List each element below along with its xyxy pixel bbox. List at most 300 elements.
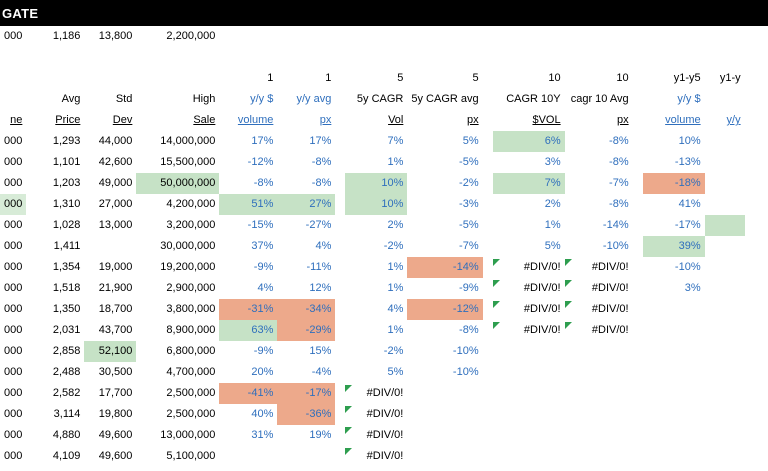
column-gap: [483, 446, 493, 467]
cell-y1y5-volume[interactable]: [643, 446, 705, 467]
cell-cagr10-px[interactable]: [565, 446, 633, 467]
header-yy-volume[interactable]: y/y $: [250, 93, 274, 105]
cell-row-label[interactable]: 000: [4, 450, 23, 462]
cell-y1y5-volume[interactable]: -13%: [674, 156, 701, 168]
cell-yy-volume[interactable]: 20%: [251, 366, 274, 378]
cell-cagr10-vol[interactable]: 7%: [493, 173, 565, 194]
cell-row-label[interactable]: 000: [4, 177, 23, 189]
cell-yy-avg-px[interactable]: -4%: [311, 366, 332, 378]
header-avg-price[interactable]: Price: [55, 114, 81, 126]
cell-y1y5-volume[interactable]: [643, 425, 705, 446]
column-gap: [483, 26, 493, 47]
header-yy-avg-px[interactable]: y/y avg: [296, 93, 332, 105]
table-row: [0, 362, 745, 383]
column-gap: [483, 110, 493, 131]
cell-high-sale[interactable]: 2,500,000: [166, 387, 216, 399]
column-gap: [483, 320, 493, 341]
empty-cell: [0, 68, 26, 89]
table-row: [0, 341, 745, 362]
cell-cagr10-vol[interactable]: [493, 425, 565, 446]
cell-avg-price[interactable]: 2,858: [52, 345, 81, 357]
cell-high-sale[interactable]: 2,200,000: [166, 30, 216, 42]
cell-avg-price[interactable]: 1,518: [52, 282, 81, 294]
column-gap: [483, 194, 493, 215]
period-10y-px: 10: [616, 72, 629, 84]
cell-row-label[interactable]: 000: [4, 324, 23, 336]
column-gap: [483, 68, 493, 89]
header-row-label[interactable]: ne: [10, 114, 23, 126]
cell-yy-avg-px[interactable]: -29%: [277, 320, 335, 341]
table-row: [0, 446, 745, 467]
cell-yy-avg-px[interactable]: 27%: [277, 194, 335, 215]
cell-std-dev[interactable]: 49,600: [98, 429, 133, 441]
cell-avg-price[interactable]: 1,186: [52, 30, 81, 42]
header-y1y5-volume[interactable]: y/y $: [677, 93, 701, 105]
cell-std-dev[interactable]: 30,500: [98, 366, 133, 378]
cell-y1y-extra[interactable]: [705, 299, 745, 320]
cell-5y-cagr-px[interactable]: -9%: [459, 282, 479, 294]
cell-yy-volume[interactable]: [219, 26, 277, 47]
cell-cagr10-vol[interactable]: [493, 404, 565, 425]
header-row: [0, 110, 745, 131]
cell-yy-avg-px[interactable]: [277, 26, 335, 47]
cell-y1y5-volume[interactable]: [643, 299, 705, 320]
column-gap: [633, 215, 643, 236]
column-gap: [335, 68, 345, 89]
column-gap: [633, 236, 643, 257]
cell-avg-price[interactable]: 2,031: [52, 324, 81, 336]
cell-cagr10-vol[interactable]: #DIV/0!: [493, 299, 565, 320]
header-cagr10-vol[interactable]: CAGR 10Y: [506, 93, 561, 105]
cell-cagr10-px[interactable]: [565, 425, 633, 446]
cell-5y-cagr-vol[interactable]: #DIV/0!: [345, 446, 407, 467]
cell-yy-volume[interactable]: -31%: [219, 299, 277, 320]
cell-5y-cagr-px[interactable]: [407, 425, 482, 446]
cell-5y-cagr-vol[interactable]: 1%: [387, 261, 404, 273]
table-row: [0, 278, 745, 299]
cell-yy-avg-px[interactable]: -36%: [277, 404, 335, 425]
cell-high-sale[interactable]: 4,700,000: [166, 366, 216, 378]
cell-y1y5-volume[interactable]: [643, 341, 705, 362]
cell-high-sale[interactable]: 2,900,000: [166, 282, 216, 294]
cell-5y-cagr-px[interactable]: -12%: [407, 299, 482, 320]
header-avg-price[interactable]: Avg: [61, 93, 81, 105]
period-5y-px: 5: [472, 72, 479, 84]
period-yy-volume: 1: [267, 72, 274, 84]
column-gap: [335, 152, 345, 173]
header-high-sale[interactable]: High: [192, 93, 216, 105]
cell-5y-cagr-px[interactable]: -5%: [459, 156, 479, 168]
empty-cell: [565, 47, 633, 68]
cell-high-sale[interactable]: 30,000,000: [160, 240, 216, 252]
cell-avg-price[interactable]: 1,028: [52, 219, 81, 231]
cell-5y-cagr-vol[interactable]: -2%: [383, 240, 404, 252]
cell-high-sale[interactable]: 14,000,000: [160, 135, 216, 147]
cell-std-dev[interactable]: 13,000: [98, 219, 133, 231]
cell-cagr10-px[interactable]: -10%: [602, 240, 629, 252]
cell-avg-price[interactable]: 1,310: [52, 198, 81, 210]
cell-high-sale[interactable]: 13,000,000: [160, 429, 216, 441]
header-cagr10-vol[interactable]: $VOL: [532, 114, 561, 126]
cell-y1y-extra[interactable]: [705, 26, 745, 47]
cell-y1y-extra[interactable]: [705, 194, 745, 215]
cell-y1y-extra[interactable]: [705, 383, 745, 404]
column-gap: [335, 236, 345, 257]
column-gap: [483, 278, 493, 299]
header-y1y5-volume[interactable]: volume: [665, 114, 701, 126]
empty-cell: [219, 47, 277, 68]
cell-yy-avg-px[interactable]: [277, 446, 335, 467]
cell-cagr10-px[interactable]: [565, 341, 633, 362]
table-row: [0, 425, 745, 446]
cell-y1y-extra[interactable]: [705, 236, 745, 257]
cell-5y-cagr-px[interactable]: -8%: [459, 324, 479, 336]
header-5y-cagr-vol[interactable]: 5y CAGR: [356, 93, 404, 105]
column-gap: [483, 257, 493, 278]
cell-row-label[interactable]: 000: [4, 219, 23, 231]
cell-5y-cagr-vol[interactable]: #DIV/0!: [345, 383, 407, 404]
cell-5y-cagr-vol[interactable]: 1%: [387, 324, 404, 336]
header-5y-cagr-px[interactable]: 5y CAGR avg: [411, 93, 479, 105]
cell-cagr10-px[interactable]: [565, 383, 633, 404]
cell-yy-volume[interactable]: 63%: [219, 320, 277, 341]
cell-avg-price[interactable]: 4,109: [52, 450, 81, 462]
cell-cagr10-px[interactable]: -8%: [609, 198, 629, 210]
cell-cagr10-px[interactable]: -7%: [609, 177, 629, 189]
cell-cagr10-vol[interactable]: #DIV/0!: [493, 257, 565, 278]
cell-5y-cagr-px[interactable]: -3%: [459, 198, 479, 210]
page-title: GATE: [2, 5, 39, 21]
cell-y1y5-volume[interactable]: -10%: [674, 261, 701, 273]
cell-std-dev[interactable]: 44,000: [98, 135, 133, 147]
column-gap: [335, 89, 345, 110]
header-row-label[interactable]: [0, 89, 26, 110]
column-gap: [483, 362, 493, 383]
cell-row-label[interactable]: 000: [4, 345, 23, 357]
cell-cagr10-px[interactable]: -14%: [602, 219, 629, 231]
column-gap: [483, 173, 493, 194]
cell-y1y5-volume[interactable]: [643, 404, 705, 425]
cell-5y-cagr-px[interactable]: [407, 446, 482, 467]
cell-yy-avg-px[interactable]: 4%: [315, 240, 332, 252]
cell-yy-avg-px[interactable]: -27%: [305, 219, 332, 231]
cell-y1y5-volume[interactable]: 3%: [684, 282, 701, 294]
period-yy-avg-px: 1: [325, 72, 332, 84]
cell-cagr10-px[interactable]: #DIV/0!: [565, 320, 633, 341]
cell-cagr10-vol[interactable]: 3%: [544, 156, 561, 168]
empty-cell: [26, 68, 84, 89]
cell-cagr10-vol[interactable]: [493, 383, 565, 404]
header-y1y-extra[interactable]: y/y: [726, 114, 741, 126]
table-row: [0, 299, 745, 320]
column-gap: [633, 341, 643, 362]
empty-cell: [407, 47, 482, 68]
column-gap: [335, 299, 345, 320]
cell-y1y5-volume[interactable]: 10%: [678, 135, 701, 147]
column-gap: [335, 341, 345, 362]
table-row: [0, 152, 745, 173]
cell-std-dev[interactable]: 19,800: [98, 408, 133, 420]
cell-cagr10-vol[interactable]: [493, 362, 565, 383]
cell-y1y-extra[interactable]: [705, 215, 745, 236]
cell-y1y5-volume[interactable]: [643, 362, 705, 383]
header-cagr10-px[interactable]: px: [616, 114, 629, 126]
cell-5y-cagr-px[interactable]: 5%: [462, 135, 479, 147]
cell-cagr10-vol[interactable]: 2%: [544, 198, 561, 210]
cell-std-dev[interactable]: 19,000: [98, 261, 133, 273]
cell-yy-volume[interactable]: 51%: [219, 194, 277, 215]
column-gap: [483, 236, 493, 257]
cell-avg-price[interactable]: 1,350: [52, 303, 81, 315]
column-gap: [335, 383, 345, 404]
cell-avg-price[interactable]: 3,114: [53, 408, 81, 420]
column-gap: [633, 194, 643, 215]
cell-y1y-extra[interactable]: [705, 362, 745, 383]
cell-yy-volume[interactable]: [219, 446, 277, 467]
column-gap: [483, 383, 493, 404]
cell-5y-cagr-vol[interactable]: 5%: [387, 366, 404, 378]
cell-avg-price[interactable]: 1,411: [53, 240, 81, 252]
cell-cagr10-px[interactable]: -8%: [609, 156, 629, 168]
cell-yy-avg-px[interactable]: 19%: [309, 429, 332, 441]
header-yy-avg-px[interactable]: px: [319, 114, 332, 126]
cell-high-sale[interactable]: 15,500,000: [160, 156, 216, 168]
column-gap: [483, 152, 493, 173]
cell-avg-price[interactable]: 2,488: [52, 366, 81, 378]
cell-yy-volume[interactable]: 31%: [251, 429, 274, 441]
cell-5y-cagr-vol[interactable]: 1%: [387, 282, 404, 294]
cell-yy-volume[interactable]: -9%: [253, 261, 274, 273]
cell-high-sale[interactable]: 3,200,000: [166, 219, 216, 231]
cell-cagr10-px[interactable]: #DIV/0!: [565, 278, 633, 299]
column-gap: [335, 404, 345, 425]
cell-high-sale[interactable]: 4,200,000: [166, 198, 216, 210]
cell-row-label[interactable]: 000: [4, 366, 23, 378]
cell-high-sale[interactable]: 50,000,000: [136, 173, 219, 194]
cell-cagr10-px[interactable]: -8%: [609, 135, 629, 147]
cell-yy-avg-px[interactable]: -8%: [311, 177, 332, 189]
cell-y1y-extra[interactable]: [705, 131, 745, 152]
header-cagr10-px[interactable]: cagr 10 Avg: [570, 93, 629, 105]
empty-cell: [493, 47, 565, 68]
cell-yy-volume[interactable]: -12%: [247, 156, 274, 168]
cell-std-dev[interactable]: 42,600: [98, 156, 133, 168]
cell-std-dev[interactable]: 43,700: [98, 324, 133, 336]
cell-5y-cagr-vol[interactable]: #DIV/0!: [345, 425, 407, 446]
cell-5y-cagr-vol[interactable]: [345, 26, 407, 47]
cell-y1y-extra[interactable]: [705, 257, 745, 278]
column-gap: [335, 215, 345, 236]
cell-avg-price[interactable]: 1,101: [52, 156, 81, 168]
cell-yy-avg-px[interactable]: -11%: [306, 261, 332, 273]
column-gap: [633, 257, 643, 278]
header-std-dev[interactable]: Dev: [112, 114, 133, 126]
cell-avg-price[interactable]: 2,582: [52, 387, 81, 399]
cell-cagr10-vol[interactable]: 5%: [544, 240, 561, 252]
cell-yy-volume[interactable]: 37%: [251, 240, 274, 252]
column-gap: [335, 257, 345, 278]
cell-std-dev[interactable]: 21,900: [98, 282, 133, 294]
cell-y1y-extra[interactable]: [705, 341, 745, 362]
cell-yy-avg-px[interactable]: 17%: [309, 135, 332, 147]
column-gap: [633, 383, 643, 404]
cell-5y-cagr-vol[interactable]: 10%: [345, 194, 407, 215]
empty-cell: [345, 47, 407, 68]
header-high-sale[interactable]: Sale: [193, 114, 216, 126]
cell-cagr10-vol[interactable]: #DIV/0!: [493, 320, 565, 341]
cell-5y-cagr-vol[interactable]: -2%: [383, 345, 404, 357]
empty-cell: [84, 47, 136, 68]
header-yy-volume[interactable]: volume: [237, 114, 274, 126]
cell-5y-cagr-px[interactable]: -14%: [407, 257, 482, 278]
cell-row-label[interactable]: 000: [4, 261, 23, 273]
cell-cagr10-vol[interactable]: 1%: [544, 219, 561, 231]
cell-5y-cagr-vol[interactable]: 10%: [345, 173, 407, 194]
cell-y1y-extra[interactable]: [705, 404, 745, 425]
header-y1y-extra[interactable]: [705, 89, 745, 110]
cell-cagr10-vol[interactable]: [493, 26, 565, 47]
cell-avg-price[interactable]: 1,354: [52, 261, 81, 273]
column-gap: [633, 404, 643, 425]
cell-yy-volume[interactable]: 17%: [251, 135, 274, 147]
cell-yy-volume[interactable]: 4%: [257, 282, 274, 294]
cell-row-label[interactable]: 000: [4, 408, 23, 420]
table-row: [0, 257, 745, 278]
cell-row-label[interactable]: 000: [4, 429, 23, 441]
period-10y-vol: 10: [548, 72, 561, 84]
cell-y1y5-volume[interactable]: 39%: [643, 236, 705, 257]
cell-y1y-extra[interactable]: [705, 173, 745, 194]
column-gap: [633, 320, 643, 341]
table-row: [0, 26, 745, 47]
cell-y1y5-volume[interactable]: -17%: [674, 219, 701, 231]
cell-y1y-extra[interactable]: [705, 446, 745, 467]
cell-row-label[interactable]: 000: [4, 282, 23, 294]
cell-5y-cagr-px[interactable]: -7%: [459, 240, 479, 252]
cell-row-label[interactable]: 000: [4, 30, 23, 42]
cell-yy-volume[interactable]: -15%: [247, 219, 274, 231]
cell-y1y5-volume[interactable]: [643, 320, 705, 341]
cell-row-label[interactable]: 000: [0, 194, 26, 215]
table-row: [0, 173, 745, 194]
cell-high-sale[interactable]: 6,800,000: [166, 345, 216, 357]
cell-std-dev[interactable]: 18,700: [98, 303, 133, 315]
column-gap: [335, 194, 345, 215]
cell-yy-volume[interactable]: -9%: [253, 345, 274, 357]
period-y1y5-volume: y1-y5: [673, 72, 701, 84]
cell-5y-cagr-px[interactable]: [407, 404, 482, 425]
empty-cell: [26, 47, 84, 68]
cell-cagr10-vol[interactable]: 6%: [493, 131, 565, 152]
cell-cagr10-vol[interactable]: #DIV/0!: [493, 278, 565, 299]
header-5y-cagr-px[interactable]: px: [466, 114, 479, 126]
cell-5y-cagr-vol[interactable]: 4%: [387, 303, 404, 315]
cell-y1y5-volume[interactable]: -18%: [643, 173, 705, 194]
cell-y1y-extra[interactable]: [705, 278, 745, 299]
cell-row-label[interactable]: 000: [4, 240, 23, 252]
cell-avg-price[interactable]: 1,203: [52, 177, 81, 189]
empty-cell: [335, 47, 345, 68]
cell-std-dev[interactable]: 49,000: [98, 177, 133, 189]
cell-row-label[interactable]: 000: [4, 156, 23, 168]
cell-high-sale[interactable]: 5,100,000: [166, 450, 216, 462]
cell-y1y5-volume[interactable]: [643, 26, 705, 47]
cell-5y-cagr-px[interactable]: -5%: [459, 219, 479, 231]
cell-y1y-extra[interactable]: [705, 320, 745, 341]
cell-5y-cagr-vol[interactable]: 7%: [387, 135, 404, 147]
cell-std-dev[interactable]: 52,100: [84, 341, 136, 362]
header-5y-cagr-vol[interactable]: Vol: [388, 114, 404, 126]
cell-high-sale[interactable]: 19,200,000: [160, 261, 216, 273]
cell-yy-volume[interactable]: -41%: [219, 383, 277, 404]
cell-cagr10-px[interactable]: #DIV/0!: [565, 257, 633, 278]
cell-y1y5-volume[interactable]: 41%: [678, 198, 701, 210]
cell-avg-price[interactable]: 1,293: [52, 135, 81, 147]
cell-5y-cagr-px[interactable]: -2%: [459, 177, 479, 189]
period-5y-vol: 5: [397, 72, 404, 84]
cell-yy-avg-px[interactable]: 12%: [309, 282, 332, 294]
cell-yy-avg-px[interactable]: 15%: [309, 345, 332, 357]
cell-std-dev[interactable]: 13,800: [98, 30, 133, 42]
cell-5y-cagr-vol[interactable]: 1%: [387, 156, 404, 168]
cell-avg-price[interactable]: 4,880: [52, 429, 81, 441]
column-gap: [483, 425, 493, 446]
cell-y1y-extra[interactable]: [705, 152, 745, 173]
cell-cagr10-vol[interactable]: [493, 341, 565, 362]
cell-5y-cagr-px[interactable]: -10%: [452, 345, 479, 357]
cell-high-sale[interactable]: 2,500,000: [166, 408, 216, 420]
column-gap: [633, 362, 643, 383]
cell-yy-avg-px[interactable]: -34%: [277, 299, 335, 320]
column-gap: [335, 362, 345, 383]
cell-5y-cagr-vol[interactable]: 2%: [387, 219, 404, 231]
cell-yy-volume[interactable]: -8%: [253, 177, 274, 189]
cell-high-sale[interactable]: 8,900,000: [166, 324, 216, 336]
cell-row-label[interactable]: 000: [4, 303, 23, 315]
column-gap: [633, 68, 643, 89]
cell-row-label[interactable]: 000: [4, 135, 23, 147]
column-gap: [633, 26, 643, 47]
cell-yy-avg-px[interactable]: -8%: [311, 156, 332, 168]
cell-5y-cagr-px[interactable]: [407, 26, 482, 47]
cell-5y-cagr-vol[interactable]: #DIV/0!: [345, 404, 407, 425]
cell-5y-cagr-px[interactable]: -10%: [452, 366, 479, 378]
cell-y1y5-volume[interactable]: [643, 383, 705, 404]
cell-y1y-extra[interactable]: [705, 425, 745, 446]
empty-cell: [136, 47, 219, 68]
cell-yy-volume[interactable]: 40%: [251, 408, 274, 420]
cell-std-dev[interactable]: 17,700: [98, 387, 133, 399]
cell-std-dev[interactable]: [84, 236, 136, 257]
column-gap: [335, 26, 345, 47]
column-gap: [335, 173, 345, 194]
cell-cagr10-px[interactable]: [565, 26, 633, 47]
column-gap: [483, 131, 493, 152]
cell-std-dev[interactable]: 49,600: [98, 450, 133, 462]
cell-cagr10-px[interactable]: [565, 362, 633, 383]
header-std-dev[interactable]: Std: [115, 93, 133, 105]
column-gap: [483, 404, 493, 425]
cell-row-label[interactable]: 000: [4, 387, 23, 399]
cell-5y-cagr-px[interactable]: [407, 383, 482, 404]
cell-cagr10-px[interactable]: [565, 404, 633, 425]
empty-cell: [705, 47, 745, 68]
cell-std-dev[interactable]: 27,000: [98, 198, 133, 210]
cell-cagr10-px[interactable]: #DIV/0!: [565, 299, 633, 320]
cell-yy-avg-px[interactable]: -17%: [277, 383, 335, 404]
cell-cagr10-vol[interactable]: [493, 446, 565, 467]
cell-high-sale[interactable]: 3,800,000: [166, 303, 216, 315]
